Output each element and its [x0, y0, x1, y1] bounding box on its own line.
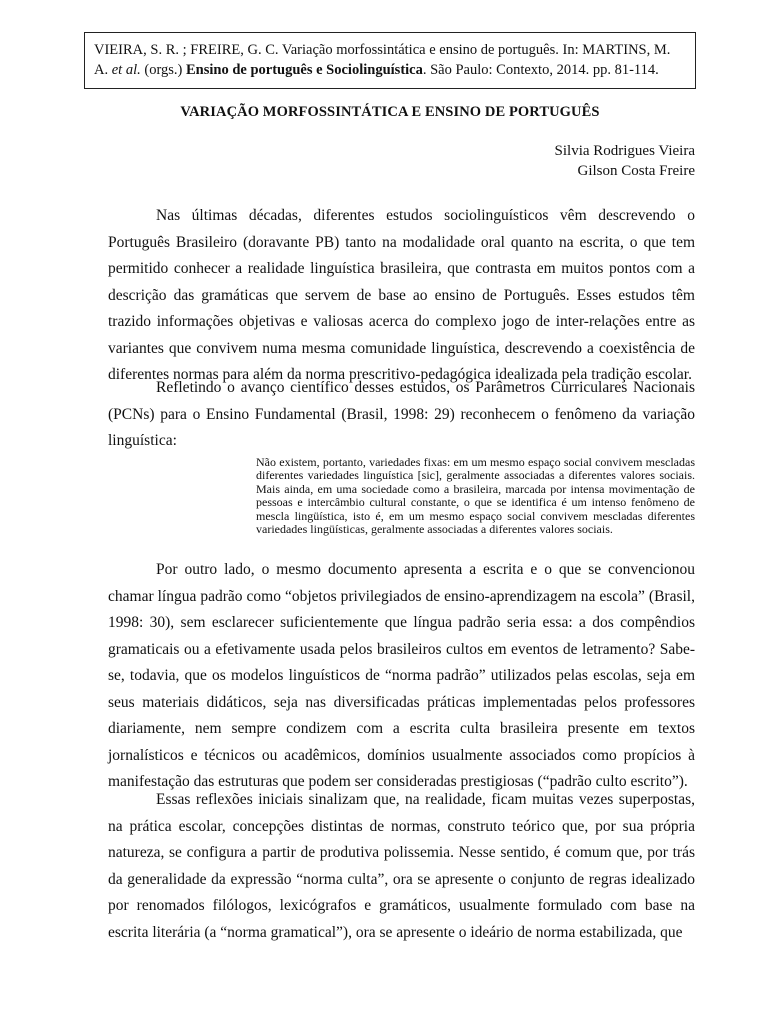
- article-title: VARIAÇÃO MORFOSSINTÁTICA E ENSINO DE PORTUGUÊS: [180, 104, 600, 120]
- reference-book-title: Ensino de português e Sociolinguística: [185, 62, 423, 78]
- block-quote: Não existem, portanto, variedades fixas: em um mesmo espaço social convivem mescladas diferentes variedades linguística [sic], geralmente associadas a diferentes valores sociais. Mais ainda, em uma sociedade como a brasileira, marcada por intensa movimentação de pessoas e intercâmbio cultural constante, o que se identifica é um intenso fenômeno de mescla lingüística, isto é, em um mesmo espaço social convivem mescladas diferentes variedades lingüísticas, geralmente associadas a diferentes valores sociais.: [256, 455, 695, 537]
- reference-publisher: . São Paulo: Contexto, 2014. pp. 81-114.: [422, 62, 659, 78]
- reference-et-al: et al.: [111, 62, 141, 78]
- author-name: Silvia Rodrigues Vieira: [554, 143, 695, 159]
- author-list: [555, 141, 695, 181]
- body-paragraph: [108, 557, 695, 796]
- body-paragraph: [108, 375, 695, 455]
- paragraph-text: Essas reflexões iniciais sinalizam que, na realidade, ficam muitas vezes superpostas, na prática escolar, concepções distintas de normas, construto teórico que, por sua própria natureza, se configura a partir de produtiva polissemia. Nesse sentido, é comum que, por trás da generalidade da expressão “norma culta”, ora se apresente o conjunto de regras idealizado por renomados filólogos, lexicógrafos e gramáticos, usualmente formulado com base na escrita literária (a “norma gramatical”), ora se apresente o ideário de norma estabilizada, que: [108, 791, 695, 941]
- reference-editors: (orgs.): [140, 62, 186, 78]
- paragraph-text: Refletindo o avanço científico desses estudos, os Parâmetros Curriculares Nacionais (PCNs) para o Ensino Fundamental (Brasil, 1998: 29) reconhecem o fenômeno da variação linguística:: [108, 379, 695, 449]
- paragraph-text: Nas últimas décadas, diferentes estudos sociolinguísticos vêm descrevendo o Português Brasileiro (doravante PB) tanto na modalidade oral quanto na escrita, o que tem permitido conhecer a realidade linguística brasileira, que contrasta em muitos pontos com a descrição das gramáticas que servem de base ao ensino de Português. Esses estudos têm trazido informações objetivas e valiosas acerca do complexo jogo de inter-relações entre as variantes que convivem numa mesma comunidade linguística, descrevendo a coexistência de diferentes normas para além da norma prescritivo-pedagógica idealizada pela tradição escolar.: [108, 207, 695, 383]
- bibliographic-reference: [84, 32, 696, 89]
- reference-authors: VIEIRA, S. R. ; FREIRE, G. C. Variação morfossintática e ensino de português. In: MARTINS, M. A.: [94, 42, 671, 78]
- author-name: Gilson Costa Freire: [577, 163, 695, 179]
- paragraph-text: Por outro lado, o mesmo documento apresenta a escrita e o que se convencionou chamar língua padrão como “objetos privilegiados de ensino-aprendizagem na escola” (Brasil, 1998: 30), sem esclarecer suficientemente que língua padrão seria essa: a dos compêndios gramaticais ou a efetivamente usada pelos brasileiros cultos em eventos de letramento? Sabe-se, todavia, que os modelos linguísticos de “norma padrão” utilizados pelas escolas, seja em seus materiais didáticos, seja nas diversificadas práticas implementadas pelos professores diariamente, nem sempre condizem com a escrita culta brasileira presente em textos jornalísticos e técnicos ou acadêmicos, domínios usualmente associados como propícios à manifestação das estruturas que podem ser consideradas prestigiosas (“padrão culto escrito”).: [108, 561, 695, 790]
- body-paragraph: [108, 203, 695, 389]
- body-paragraph: [108, 787, 695, 946]
